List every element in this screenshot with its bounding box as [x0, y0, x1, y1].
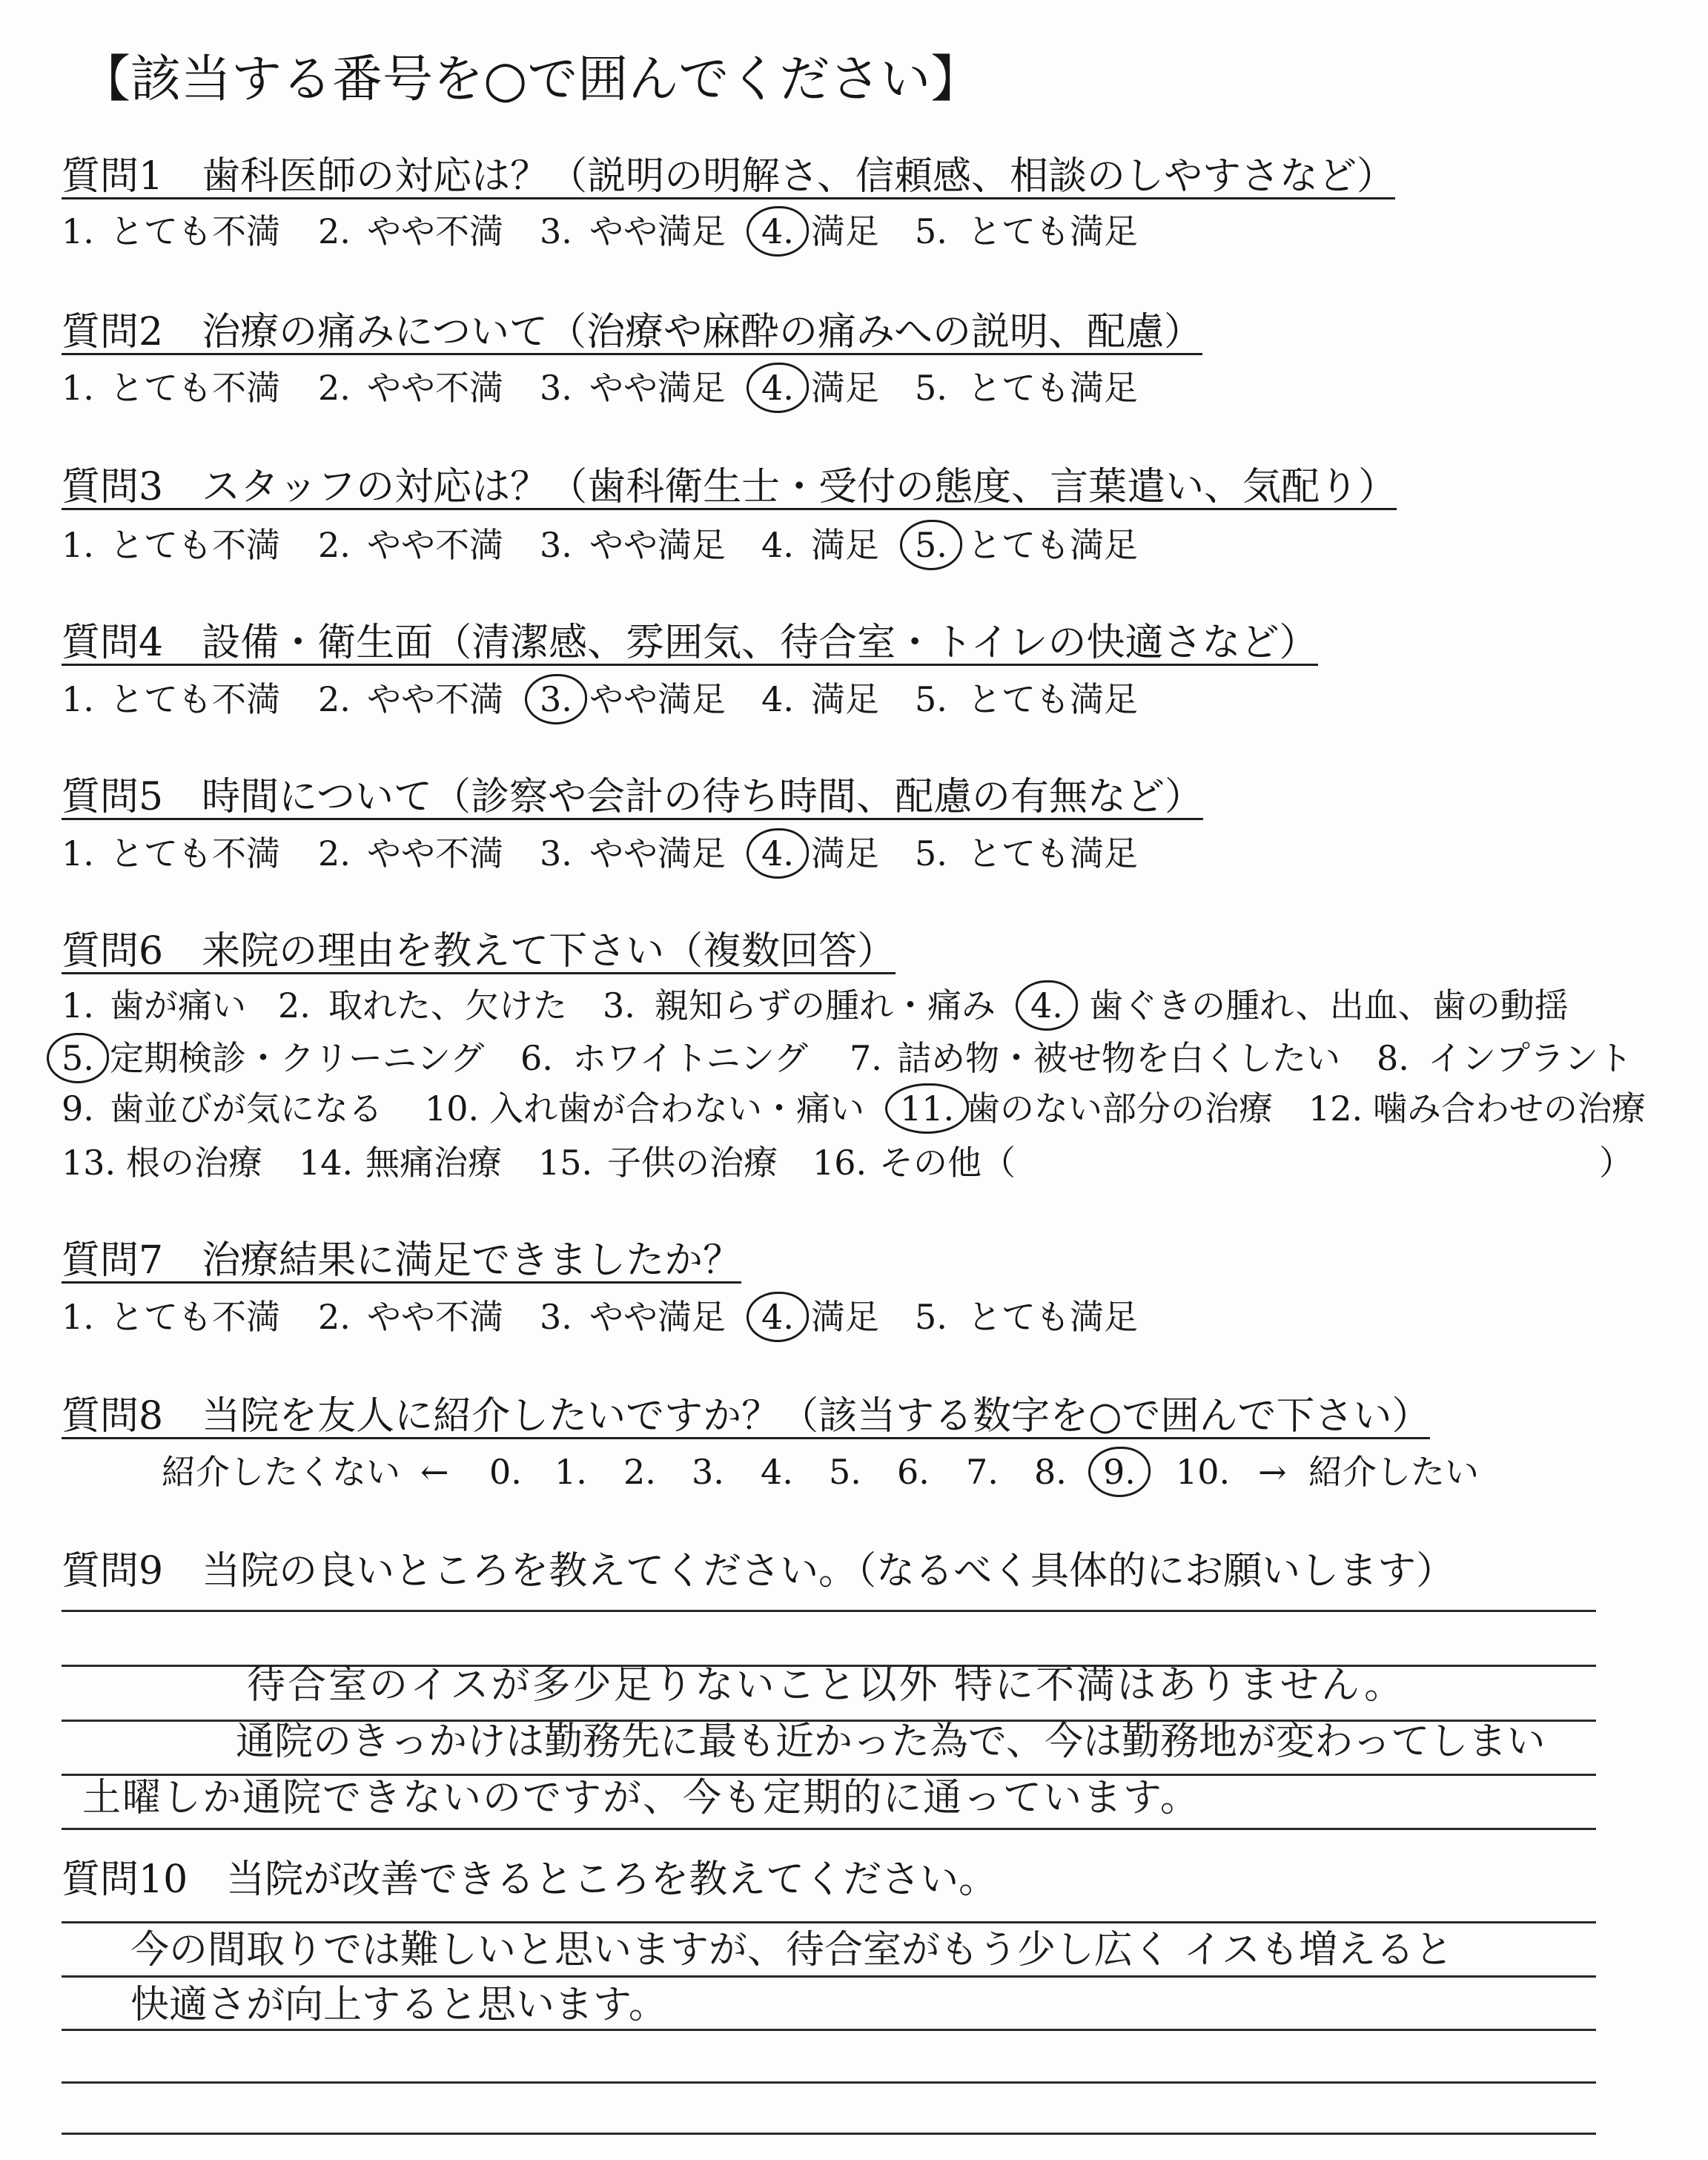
option-label: やや満足: [589, 833, 726, 873]
option-label: とても不満: [110, 833, 280, 873]
option-label: 親知らずの腫れ・痛み: [655, 985, 996, 1025]
option-label: とても満足: [967, 679, 1138, 719]
q6-option-14[interactable]: [299, 1143, 502, 1183]
q6-option-9[interactable]: [62, 1089, 383, 1129]
form-title: 【該当する番号を○で囲んでください】: [80, 50, 982, 109]
q2-option-4[interactable]: [761, 368, 879, 408]
option-label: とても満足: [967, 368, 1138, 408]
q4-option-1[interactable]: [62, 679, 280, 719]
option-number: 4.: [761, 371, 794, 405]
option-number: 11.: [900, 1091, 954, 1126]
option-number: 1.: [555, 1452, 587, 1492]
option-label: 根の治療: [126, 1143, 262, 1183]
option-number: 4.: [1030, 988, 1063, 1023]
option-label: 無痛治療: [365, 1143, 502, 1183]
q6-option-7[interactable]: [850, 1038, 1340, 1078]
q8-option-6[interactable]: [897, 1452, 930, 1492]
q5-option-3[interactable]: [540, 833, 726, 873]
option-label: 歯ぐきの腫れ、出血、歯の動揺: [1089, 985, 1569, 1025]
answer-circle-mark: [1088, 1447, 1151, 1497]
option-number: 4.: [761, 679, 794, 719]
answer-circle-mark: [747, 1292, 809, 1342]
option-label: 噛み合わせの治療: [1373, 1089, 1646, 1129]
question-number: 質問10: [62, 1857, 188, 1902]
answer-circle-mark: [747, 206, 809, 257]
option-number: 1.: [62, 985, 94, 1025]
other-blank-close-paren: ）: [1599, 1143, 1633, 1183]
question-4-heading: [62, 622, 1318, 666]
option-label: とても満足: [967, 211, 1138, 251]
option-number: 16.: [812, 1143, 867, 1183]
q2-option-5[interactable]: [915, 368, 1138, 408]
question-2-options: [0, 368, 1708, 408]
handwritten-answer-line: 快適さが向上すると思います。: [130, 1983, 667, 2027]
handwritten-answer-line: 待合室のイスが多少足りないこと以外 特に不満はありません。: [247, 1663, 1406, 1708]
option-number: 4.: [761, 525, 794, 565]
q6-option-5[interactable]: [62, 1038, 485, 1078]
option-label: やや満足: [589, 1297, 726, 1337]
q8-option-8[interactable]: [1034, 1452, 1067, 1492]
option-label: やや不満: [367, 211, 503, 251]
question-number: 質問1: [62, 154, 164, 199]
option-number: 9.: [1103, 1455, 1136, 1489]
question-number: 質問4: [62, 621, 164, 665]
question-8-heading: [62, 1396, 1430, 1439]
option-label: やや不満: [367, 368, 503, 408]
question-number: 質問2: [62, 310, 164, 354]
question-5-options: [0, 833, 1708, 873]
q7-option-4[interactable]: [761, 1297, 879, 1337]
q7-option-1[interactable]: [62, 1297, 280, 1337]
option-number: 1.: [62, 679, 94, 719]
q7-option-5[interactable]: [915, 1297, 1138, 1337]
question-text: 設備・衛生面（清潔感、雰囲気、待合室・トイレの快適さなど）: [202, 621, 1318, 665]
q6-option-3[interactable]: [603, 985, 996, 1025]
option-label: ホワイトニング: [572, 1038, 808, 1078]
q8-option-5[interactable]: [829, 1452, 861, 1492]
q2-option-2[interactable]: [318, 368, 503, 408]
question-number: 質問3: [62, 465, 164, 509]
option-number: 7.: [850, 1038, 882, 1078]
option-label: 満足: [811, 368, 879, 408]
question-5-heading: [62, 776, 1203, 820]
option-number: 1.: [62, 1297, 94, 1337]
option-number: 0.: [489, 1452, 522, 1492]
option-number: 2.: [318, 368, 351, 408]
option-number: 2.: [318, 679, 351, 719]
option-label: やや満足: [589, 525, 726, 565]
option-number: 1.: [62, 525, 94, 565]
q6-option-11[interactable]: [900, 1089, 1273, 1129]
question-number: 質問7: [62, 1238, 164, 1283]
option-label: とても満足: [967, 525, 1138, 565]
option-number: 3.: [540, 1297, 572, 1337]
option-number: 3.: [540, 211, 572, 251]
question-text: スタッフの対応は？（歯科衛生士・受付の態度、言葉遣い、気配り）: [202, 465, 1397, 509]
option-label: その他（: [879, 1143, 1016, 1183]
option-number: 5.: [62, 1041, 94, 1075]
option-number: 10.: [425, 1089, 480, 1129]
option-label: やや不満: [367, 833, 503, 873]
q3-option-4[interactable]: [761, 525, 879, 565]
q1-option-5[interactable]: [915, 211, 1138, 251]
q4-option-5[interactable]: [915, 679, 1138, 719]
q1-option-3[interactable]: [540, 211, 726, 251]
question-6-options-row: [0, 1038, 1708, 1078]
option-number: 15.: [538, 1143, 593, 1183]
q8-option-9[interactable]: [1103, 1452, 1136, 1492]
answer-line: [62, 2133, 1596, 2135]
q4-option-4[interactable]: [761, 679, 879, 719]
q2-option-1[interactable]: [62, 368, 280, 408]
q6-option-1[interactable]: [62, 985, 246, 1025]
option-number: 6.: [520, 1038, 553, 1078]
option-label: 定期検診・クリーニング: [110, 1038, 485, 1078]
option-label: 満足: [811, 211, 879, 251]
question-2-heading: [62, 311, 1202, 355]
question-text: 治療の痛みについて（治療や麻酔の痛みへの説明、配慮）: [202, 310, 1203, 354]
question-text: 当院を友人に紹介したいですか？（該当する数字を○で囲んで下さい）: [202, 1394, 1431, 1439]
question-text: 時間について（診察や会計の待ち時間、配慮の有無など）: [202, 775, 1204, 819]
option-label: 歯のない部分の治療: [966, 1089, 1273, 1129]
option-label: 入れ歯が合わない・痛い: [489, 1089, 864, 1129]
option-label: とても不満: [110, 1297, 280, 1337]
option-number: 1.: [62, 833, 94, 873]
question-text: 来院の理由を教えて下さい（複数回答）: [202, 929, 896, 974]
left-arrow-icon: ←: [420, 1452, 449, 1492]
answer-line: [62, 1975, 1596, 1978]
option-label: インプラント: [1428, 1038, 1632, 1078]
option-label: 歯が痛い: [110, 985, 246, 1025]
option-label: やや満足: [589, 211, 726, 251]
question-4-options: [0, 679, 1708, 719]
option-label: やや満足: [589, 368, 726, 408]
option-number: 3.: [692, 1452, 724, 1492]
question-8-scale: [0, 1452, 1708, 1492]
q6-option-10[interactable]: [425, 1089, 864, 1129]
q3-option-1[interactable]: [62, 525, 280, 565]
question-1-options: [0, 211, 1708, 251]
option-number: 2.: [318, 211, 351, 251]
question-1-heading: [62, 156, 1395, 199]
question-6-options-row: [0, 1089, 1708, 1129]
q5-option-4[interactable]: [761, 833, 879, 873]
question-10-heading: [62, 1859, 997, 1900]
q2-option-3[interactable]: [540, 368, 726, 408]
option-number: 5.: [829, 1452, 861, 1492]
option-label: とても満足: [967, 833, 1138, 873]
q6-option-12[interactable]: [1308, 1089, 1646, 1129]
answer-circle-mark: [47, 1033, 109, 1083]
handwritten-answer-line: 通院のきっかけは勤務先に最も近かった為で、今は勤務地が変わってしまい: [236, 1720, 1546, 1764]
q4-option-3[interactable]: [540, 679, 726, 719]
option-number: 8.: [1034, 1452, 1067, 1492]
q8-option-0[interactable]: [489, 1452, 522, 1492]
q4-option-2[interactable]: [318, 679, 503, 719]
option-number: 3.: [540, 682, 572, 716]
question-text: 当院が改善できるところを教えてください。: [226, 1857, 998, 1902]
q8-option-1[interactable]: [555, 1452, 587, 1492]
option-number: 5.: [915, 679, 947, 719]
question-text: 当院の良いところを教えてください。（なるべく具体的にお願いします）: [202, 1549, 1455, 1593]
option-number: 12.: [1308, 1089, 1363, 1129]
answer-line: [62, 1921, 1596, 1923]
q5-option-5[interactable]: [915, 833, 1138, 873]
q8-option-2[interactable]: [623, 1452, 656, 1492]
option-label: 詰め物・被せ物を白くしたい: [897, 1038, 1340, 1078]
option-number: 2.: [623, 1452, 656, 1492]
question-6-heading: [62, 931, 896, 974]
question-7-heading: [62, 1240, 741, 1284]
option-number: 2.: [318, 1297, 351, 1337]
answer-circle-mark: [747, 363, 809, 413]
option-label: とても不満: [110, 211, 280, 251]
option-number: 3.: [603, 985, 635, 1025]
answer-circle-mark: [1016, 980, 1078, 1031]
option-number: 5.: [915, 528, 947, 562]
q7-option-2[interactable]: [318, 1297, 503, 1337]
option-label: 満足: [811, 1297, 879, 1337]
option-label: とても不満: [110, 679, 280, 719]
option-label: やや満足: [589, 679, 726, 719]
option-number: 10.: [1176, 1452, 1231, 1492]
option-number: 5.: [915, 211, 947, 251]
q8-option-7[interactable]: [966, 1452, 999, 1492]
answer-circle-mark: [900, 520, 962, 570]
q6-option-8[interactable]: [1377, 1038, 1632, 1078]
handwritten-answer-line: 今の間取りでは難しいと思いますが、待合室がもう少し広く イスも増えると: [130, 1928, 1454, 1972]
option-label: 子供の治療: [607, 1143, 778, 1183]
option-number: 4.: [761, 1452, 793, 1492]
option-label: 歯並びが気になる: [110, 1089, 383, 1129]
option-number: 5.: [915, 1297, 947, 1337]
answer-circle-mark: [885, 1083, 969, 1134]
question-6-options-row: [0, 985, 1708, 1025]
option-number: 2.: [318, 833, 351, 873]
option-label: やや不満: [367, 525, 503, 565]
answer-line: [62, 1828, 1596, 1830]
q8-option-10[interactable]: [1176, 1452, 1231, 1492]
q3-option-2[interactable]: [318, 525, 503, 565]
scale-right-label: 紹介したい: [1308, 1452, 1479, 1492]
question-text: 歯科医師の対応は？（説明の明解さ、信頼感、相談のしやすさなど）: [202, 154, 1396, 199]
option-number: 7.: [966, 1452, 999, 1492]
q1-option-1[interactable]: [62, 211, 280, 251]
option-number: 3.: [540, 368, 572, 408]
option-number: 4.: [761, 214, 794, 248]
question-text: 治療結果に満足できましたか？: [202, 1238, 742, 1283]
option-label: 満足: [811, 679, 879, 719]
q5-option-2[interactable]: [318, 833, 503, 873]
q7-option-3[interactable]: [540, 1297, 726, 1337]
option-number: 4.: [761, 1300, 794, 1334]
q6-option-15[interactable]: [538, 1143, 778, 1183]
option-number: 6.: [897, 1452, 930, 1492]
option-number: 2.: [318, 525, 351, 565]
option-number: 3.: [540, 833, 572, 873]
answer-line: [62, 2029, 1596, 2031]
q6-option-16[interactable]: [812, 1143, 1016, 1183]
answer-line: [62, 1610, 1596, 1612]
option-label: 満足: [811, 525, 879, 565]
option-label: とても不満: [110, 368, 280, 408]
q1-option-2[interactable]: [318, 211, 503, 251]
q5-option-1[interactable]: [62, 833, 280, 873]
option-number: 9.: [62, 1089, 94, 1129]
q8-option-3[interactable]: [692, 1452, 724, 1492]
option-number: 14.: [299, 1143, 354, 1183]
question-number: 質問6: [62, 929, 164, 974]
question-3-heading: [62, 466, 1397, 510]
option-number: 2.: [278, 985, 311, 1025]
q3-option-5[interactable]: [915, 525, 1138, 565]
q6-option-4[interactable]: [1030, 985, 1569, 1025]
option-number: 8.: [1377, 1038, 1409, 1078]
question-number: 質問8: [62, 1394, 164, 1439]
option-number: 4.: [761, 836, 794, 871]
option-label: やや不満: [367, 1297, 503, 1337]
question-9-heading: [62, 1550, 1454, 1592]
q3-option-3[interactable]: [540, 525, 726, 565]
question-number: 質問9: [62, 1549, 164, 1593]
option-label: 取れた、欠けた: [328, 985, 567, 1025]
scale-left-label: 紹介したくない: [162, 1452, 400, 1492]
question-7-options: [0, 1297, 1708, 1337]
option-number: 1.: [62, 368, 94, 408]
q8-option-4[interactable]: [761, 1452, 793, 1492]
option-number: 3.: [540, 525, 572, 565]
right-arrow-icon: →: [1258, 1452, 1287, 1492]
q1-option-4[interactable]: [761, 211, 879, 251]
option-number: 5.: [915, 833, 947, 873]
question-number: 質問5: [62, 775, 164, 819]
handwritten-answer-line: 土曜しか通院できないのですが、今も定期的に通っています。: [82, 1776, 1200, 1820]
option-label: 満足: [811, 833, 879, 873]
option-label: とても満足: [967, 1297, 1138, 1337]
question-6-options-row: [0, 1143, 1708, 1183]
question-3-options: [0, 525, 1708, 565]
option-number: 5.: [915, 368, 947, 408]
option-label: とても不満: [110, 525, 280, 565]
answer-circle-mark: [525, 674, 587, 724]
option-number: 1.: [62, 211, 94, 251]
q6-option-13[interactable]: [62, 1143, 262, 1183]
option-number: 13.: [62, 1143, 116, 1183]
q6-option-2[interactable]: [278, 985, 567, 1025]
option-label: やや不満: [367, 679, 503, 719]
q6-option-6[interactable]: [520, 1038, 808, 1078]
answer-circle-mark: [747, 828, 809, 879]
answer-line: [62, 2081, 1596, 2084]
